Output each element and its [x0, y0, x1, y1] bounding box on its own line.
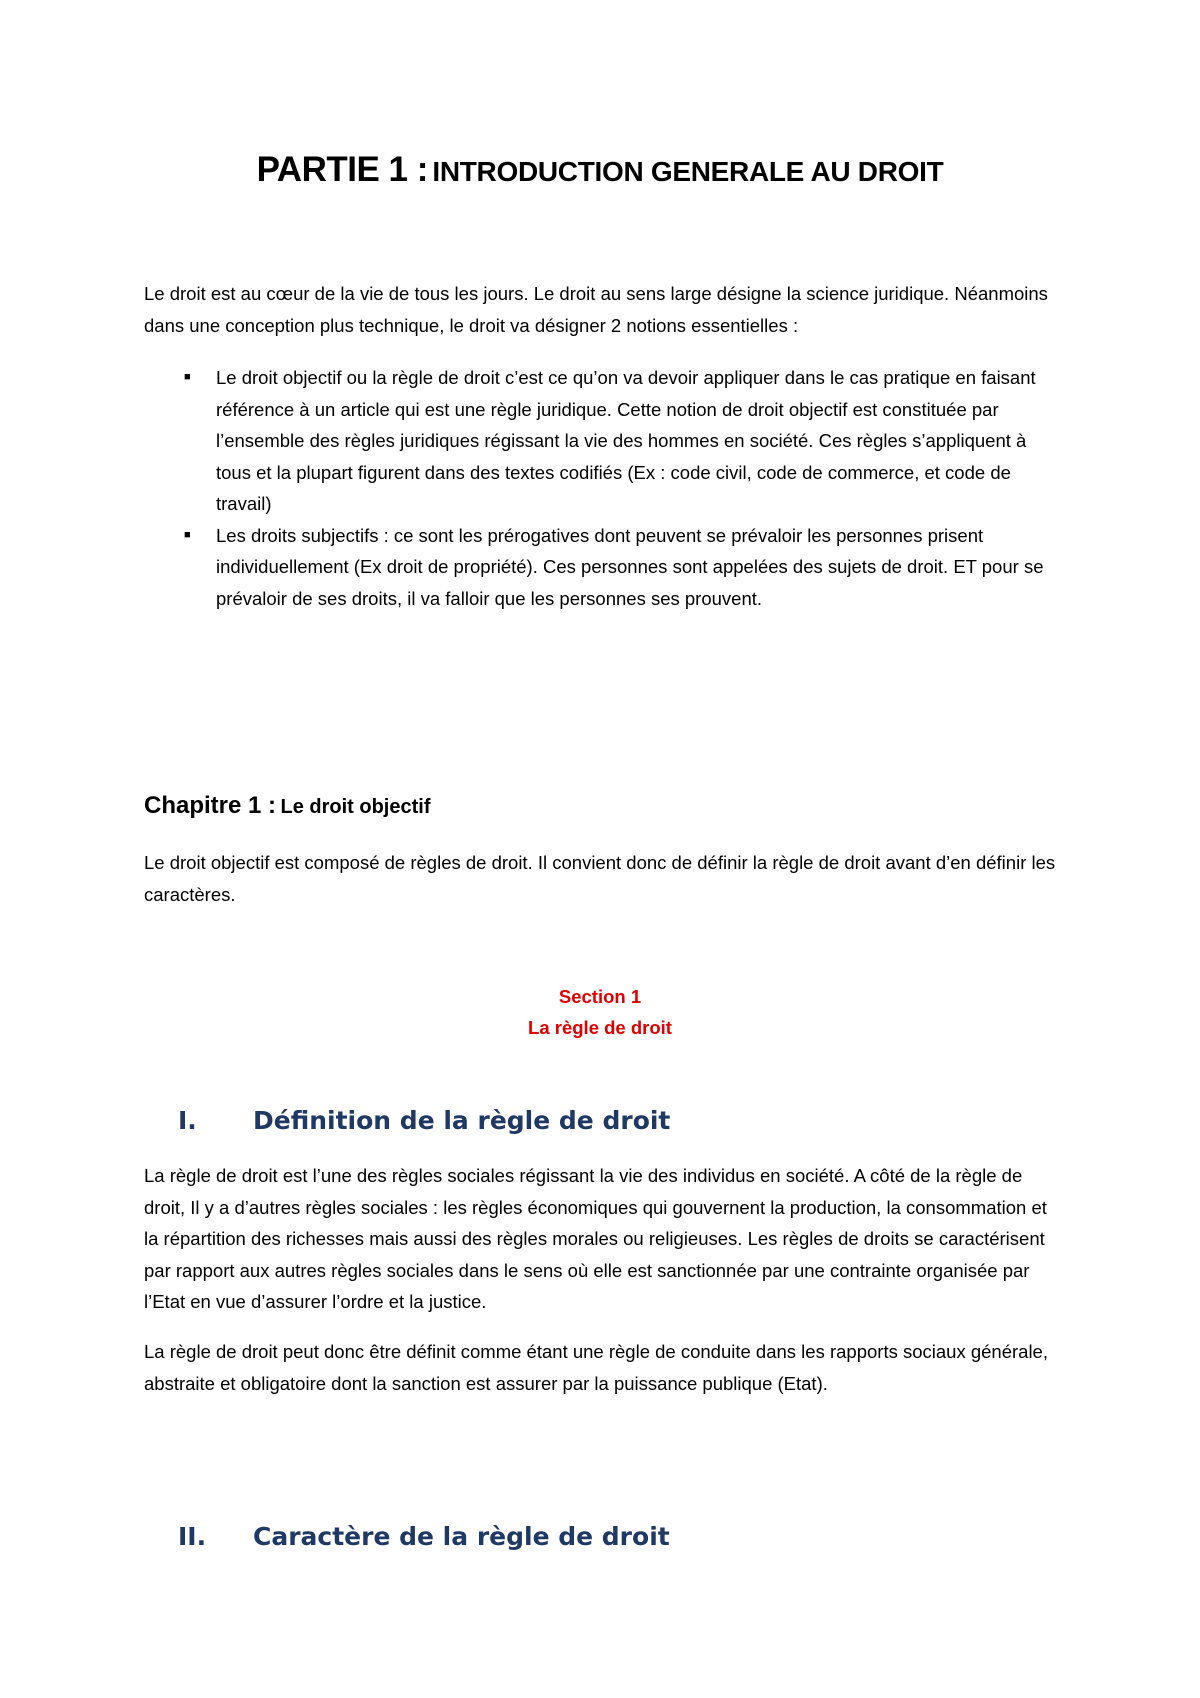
intro-paragraph: Le droit est au cœur de la vie de tous les jours. Le droit au sens large désigne la science juridique. Néanmoins dans une conception plus technique, le droit va désigner 2 notions essentielles : — [144, 283, 1048, 336]
bullet-text: Le droit objectif ou la règle de droit c’est ce qu’on va devoir appliquer dans le cas pratique en faisant référence à un article qui est une règle juridique. Cette notion de droit objectif est constituée par l’ensemble des règles juridiques régissant la vie des hommes en société. Ces règles s’appliquent à tous et la plupart figurent dans des textes codifiés (Ex : code civil, code de commerce, et code de travail) — [216, 367, 1036, 514]
heading-number: II. — [178, 1522, 207, 1551]
heading-title: Caractère de la règle de droit — [253, 1522, 670, 1551]
section-label: Section 1 — [558, 986, 642, 1007]
intro-bullet-list — [144, 362, 1064, 614]
section-title: La règle de droit — [528, 1017, 672, 1038]
title-part: PARTIE 1 : — [256, 150, 428, 189]
chapter-paragraph: Le droit objectif est composé de règles de droit. Il convient donc de définir la règle de droit avant d’en définir les caractères. — [144, 852, 1056, 905]
heading-title: Définition de la règle de droit — [253, 1106, 671, 1135]
bullet-item-droit-objectif — [144, 362, 1064, 520]
heading-definition — [178, 1106, 670, 1135]
bullet-item-droits-subjectifs — [144, 520, 1064, 615]
heading-caractere — [178, 1522, 670, 1551]
heading-number: I. — [178, 1106, 197, 1135]
title-subtitle: INTRODUCTION GENERALE AU DROIT — [432, 156, 944, 187]
bullet-square-icon: ■ — [184, 528, 191, 541]
bullet-text: Les droits subjectifs : ce sont les prérogatives dont peuvent se prévaloir les personnes prisent individuellement (Ex droit de propriété). Ces personnes sont appelées des sujets de droit. ET pour se prévaloir de ses droits, il va falloir que les personnes ses prouvent. — [216, 524, 1044, 609]
chapter-label: Chapitre 1 : — [144, 792, 277, 819]
definition-paragraph-2: La règle de droit peut donc être définit comme étant une règle de conduite dans les rapports sociaux générale, abstraite et obligatoire dont la sanction est assurer par la puissance publique (Etat). — [144, 1341, 1048, 1394]
chapter-title: Le droit objectif — [280, 796, 431, 818]
bullet-square-icon: ■ — [184, 371, 191, 383]
page-title — [0, 150, 1200, 190]
definition-paragraph-1: La règle de droit est l’une des règles sociales régissant la vie des individus en société. A côté de la règle de droit, Il y a d’autres règles sociales : les règles économiques qui gouvernent la production, la consommation et la répartition des richesses mais aussi des règles morales ou religieuses. Les règles de droits se caractérisent par rapport aux autres règles sociales dans le sens où elle est sanctionnée par une contrainte organisée par l’Etat en vue d’assurer l’ordre et la justice. — [144, 1165, 1047, 1312]
chapter-heading — [144, 792, 430, 820]
